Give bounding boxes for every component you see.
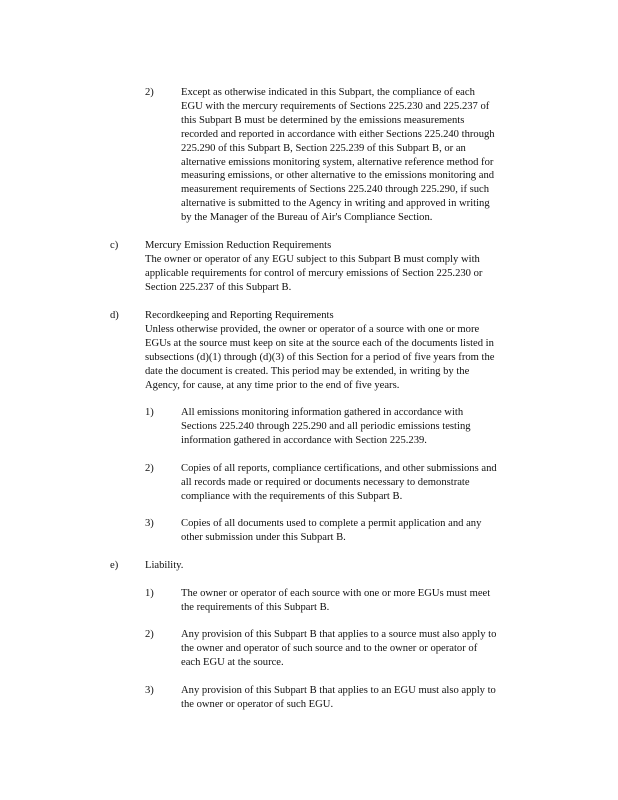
text-line: Except as otherwise indicated in this Subpart, the compliance of each: [181, 87, 475, 98]
text-line: Any provision of this Subpart B that applies to an EGU must also apply to: [181, 685, 496, 696]
section-d-text: [145, 323, 543, 393]
item-marker: 2): [145, 463, 154, 474]
text-line: All emissions monitoring information gathered in accordance with: [181, 407, 464, 418]
item-marker: 2): [145, 629, 154, 640]
text-line: compliance with the requirements of this Subpart B.: [181, 490, 403, 502]
text-line: the requirements of this Subpart B.: [181, 601, 330, 613]
section-heading: Liability.: [145, 560, 184, 571]
text-line: all records made or required or documents necessary to demonstrate: [181, 476, 470, 488]
text-line: Any provision of this Subpart B that applies to a source must also apply to: [181, 629, 497, 640]
text-line: date the document is created. This period may be extended, in writing by the: [145, 365, 470, 377]
section-heading: Recordkeeping and Reporting Requirements: [145, 310, 334, 321]
item-text: [181, 628, 535, 670]
text-line: EGUs at the source must keep on site at the source each of the documents listed in: [145, 337, 494, 349]
text-line: 225.290 of this Subpart B, Section 225.239 of this Subpart B, or an: [181, 142, 466, 154]
section-marker: d): [110, 310, 119, 321]
text-line: each EGU at the source.: [181, 656, 284, 668]
section-d-body: [145, 309, 543, 392]
text-line: applicable requirements for control of mercury emissions of Section 225.230 or: [145, 267, 483, 279]
text-line: information gathered in accordance with Section 225.239.: [181, 434, 427, 446]
text-line: recorded and reported in accordance with either Sections 225.240 through: [181, 128, 495, 140]
text-line: measuring emissions, or other alternative to the emissions monitoring and: [181, 170, 495, 182]
item-text: [181, 406, 506, 448]
item-marker: 2): [145, 87, 154, 98]
item-2-text: [181, 86, 532, 225]
text-line: Copies of all documents used to complete a permit application and any: [181, 518, 482, 529]
text-line: Sections 225.240 through 225.290 and all periodic emissions testing: [181, 420, 471, 432]
text-line: alternative emissions monitoring system, alternative reference method for: [181, 156, 494, 168]
item-text: [181, 462, 538, 504]
section-marker: c): [110, 240, 119, 251]
text-line: other submission under this Subpart B.: [181, 531, 346, 543]
section-heading: Mercury Emission Reduction Requirements: [145, 240, 332, 251]
text-line: Section 225.237 of this Subpart B.: [145, 281, 292, 293]
text-line: EGU with the mercury requirements of Sections 225.230 and 225.237 of: [181, 100, 490, 112]
item-text: [181, 684, 539, 712]
section-marker: e): [110, 560, 119, 571]
text-line: by the Manager of the Bureau of Air's Compliance Section.: [181, 212, 433, 224]
text-line: The owner or operator of each source with one or more EGUs must meet: [181, 588, 491, 599]
text-line: alternative is submitted to the Agency in writing and approved in writing: [181, 198, 490, 210]
item-marker: 3): [145, 685, 154, 696]
text-line: The owner or operator of any EGU subject to this Subpart B must comply with: [145, 253, 480, 265]
text-line: Unless otherwise provided, the owner or operator of a source with one or more: [145, 323, 480, 335]
section-c-body: [145, 239, 532, 295]
text-line: the owner or operator of such EGU.: [181, 698, 334, 710]
section-c-text: [145, 253, 532, 295]
text-line: measurement requirements of Sections 225.240 through 225.290, if such: [181, 184, 490, 196]
item-marker: 3): [145, 518, 154, 529]
item-text: [181, 517, 518, 545]
text-line: Agency, for cause, at any time prior to the end of five years.: [145, 379, 400, 391]
text-line: the owner and operator of such source and to the owner or operator of: [181, 642, 478, 654]
item-marker: 1): [145, 588, 154, 599]
item-text: [181, 587, 528, 615]
item-marker: 1): [145, 407, 154, 418]
text-line: this Subpart B must be determined by the emissions measurements: [181, 114, 465, 126]
text-line: subsections (d)(1) through (d)(3) of this Section for a period of five years from the: [145, 351, 495, 363]
text-line: Copies of all reports, compliance certifications, and other submissions and: [181, 463, 497, 474]
